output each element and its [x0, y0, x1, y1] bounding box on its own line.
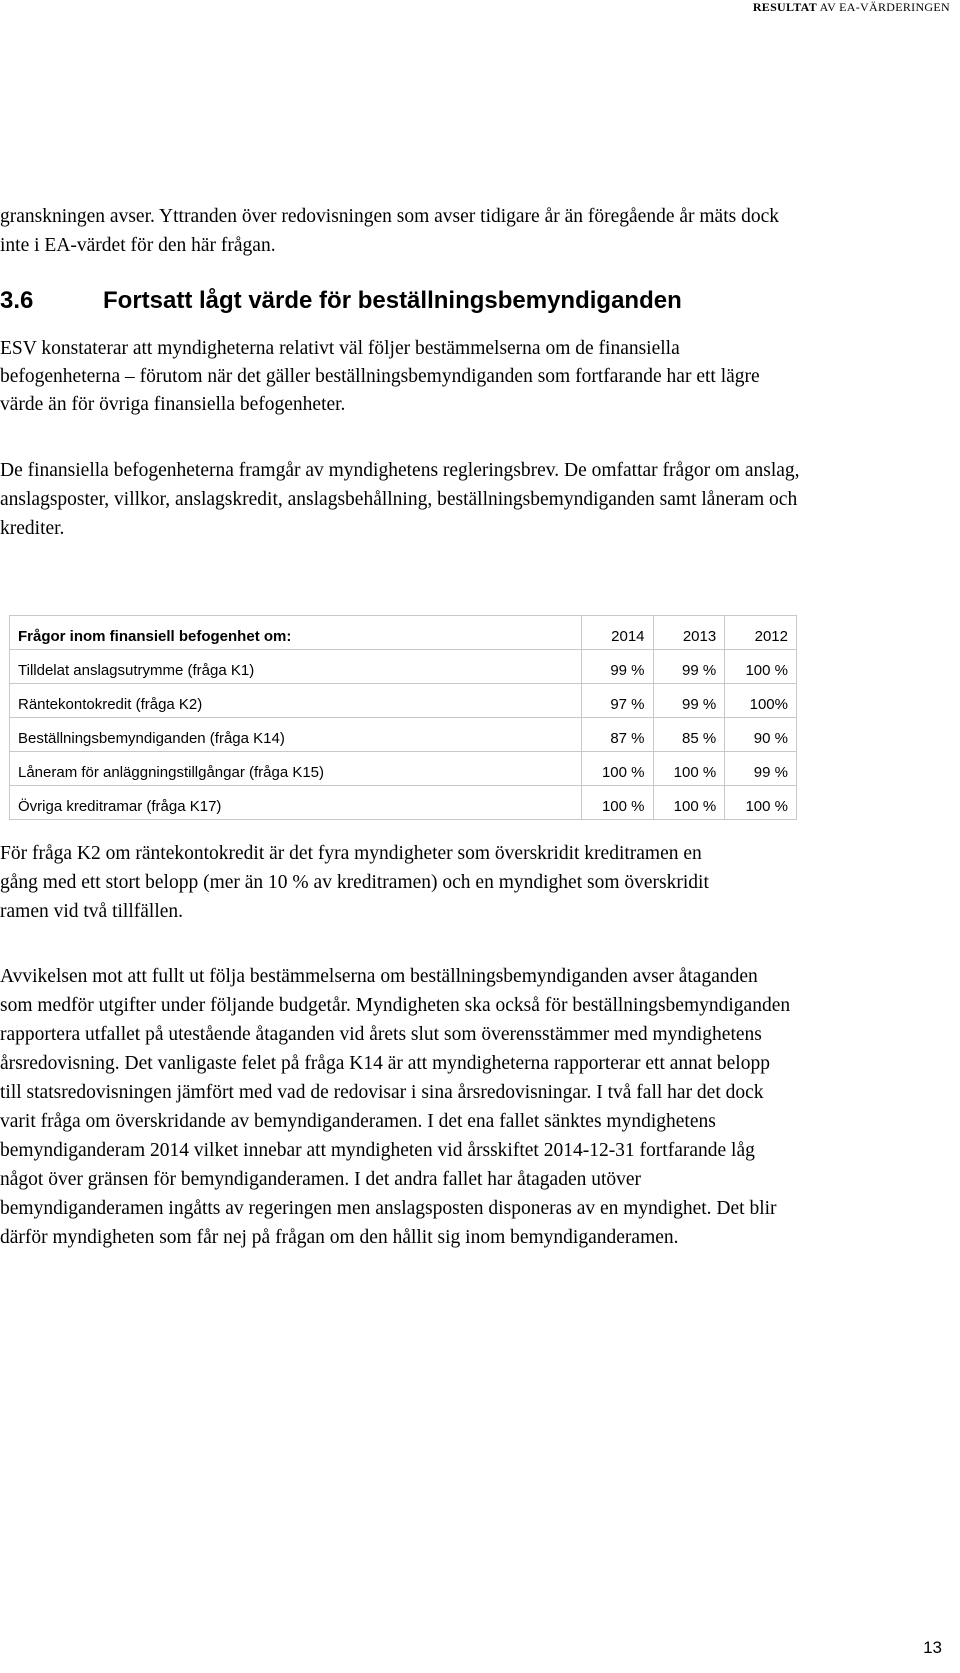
paragraph-k2: För fråga K2 om räntekontokredit är det fyra myndigheter som överskridit kreditramen en gång med ett stort belopp (mer än 10 % av kreditramen) och en myndighet som överskridit ramen vid två tillfällen. [0, 843, 709, 922]
row-value: 99 % [581, 650, 653, 684]
row-value: 99 % [653, 650, 725, 684]
row-label: Räntekontokredit (fråga K2) [10, 684, 582, 718]
paragraph-regleringsbrev: De finansiella befogenheterna framgår av myndighetens regleringsbrev. De omfattar frågor om anslag, anslagsposter, villkor, anslagskredit, anslagsbehållning, beställningsbemyndiganden samt låneram och krediter. [0, 460, 800, 539]
running-header-rest: AV EA-VÄRDERINGEN [817, 0, 950, 14]
table-row [10, 752, 797, 786]
table-header-row [10, 616, 797, 650]
row-value: 97 % [581, 684, 653, 718]
table-header-year: 2014 [581, 616, 653, 650]
running-header [753, 0, 950, 15]
row-value: 87 % [581, 718, 653, 752]
row-value: 100 % [653, 752, 725, 786]
financial-rights-table [9, 615, 797, 820]
section-title: Fortsatt lågt värde för beställningsbemyndiganden [103, 287, 682, 314]
paragraph-esv-finding: ESV konstaterar att myndigheterna relativt väl följer bestämmelserna om de finansiella befogenheterna – förutom när det gäller beställningsbemyndiganden som fortfarande har ett lägre värde än för övriga finansiella befogenheter. [0, 338, 760, 415]
table-row [10, 650, 797, 684]
row-label: Låneram för anläggningstillgångar (fråga K15) [10, 752, 582, 786]
table-row [10, 718, 797, 752]
row-value: 100 % [653, 786, 725, 820]
row-label: Beställningsbemyndiganden (fråga K14) [10, 718, 582, 752]
section-heading [0, 286, 940, 316]
paragraph-k14: Avvikelsen mot att fullt ut följa bestämmelserna om beställningsbemyndiganden avser åtaganden som medför utgifter under följande budgetår. Myndigheten ska också för beställningsbemyndiganden rapportera utfallet på utestående åtaganden vid årets slut som överensstämmer med myndighetens årsredovisning. Det vanligaste felet på fråga K14 är att myndigheterna rapporterar ett annat belopp till statsredovisningen jämfört med vad de redovisar i sina årsredovisningar. I två fall har det dock varit fråga om överskridande av bemyndiganderamen. I det ena fallet sänktes myndighetens bemyndiganderam 2014 vilket innebar att myndigheten vid årsskiftet 2014-12-31 fortfarande låg något över gränsen för bemyndiganderamen. I det andra fallet har åtagaden utöver bemyndiganderamen ingåtts av regeringen men anslagsposten disponeras av en myndighet. Det blir därför myndigheten som får nej på frågan om den hållit sig inom bemyndiganderamen. [0, 966, 791, 1248]
row-value: 85 % [653, 718, 725, 752]
table-row [10, 684, 797, 718]
row-value: 99 % [653, 684, 725, 718]
page-number: 13 [923, 1638, 942, 1657]
table-header-year: 2013 [653, 616, 725, 650]
row-value: 100% [725, 684, 797, 718]
row-value: 100 % [725, 786, 797, 820]
table-header-label: Frågor inom finansiell befogenhet om: [10, 616, 582, 650]
table-row [10, 786, 797, 820]
intro-paragraph: granskningen avser. Yttranden över redovisningen som avser tidigare år än föregående år mäts dock inte i EA-värdet för den här frågan. [0, 206, 780, 256]
row-label: Övriga kreditramar (fråga K17) [10, 786, 582, 820]
running-header-bold: RESULTAT [752, 0, 818, 14]
table-header-year: 2012 [725, 616, 797, 650]
row-value: 100 % [581, 786, 653, 820]
section-number: 3.6 [0, 287, 34, 314]
row-value: 99 % [725, 752, 797, 786]
row-value: 90 % [725, 718, 797, 752]
row-value: 100 % [725, 650, 797, 684]
row-label: Tilldelat anslagsutrymme (fråga K1) [10, 650, 582, 684]
row-value: 100 % [581, 752, 653, 786]
